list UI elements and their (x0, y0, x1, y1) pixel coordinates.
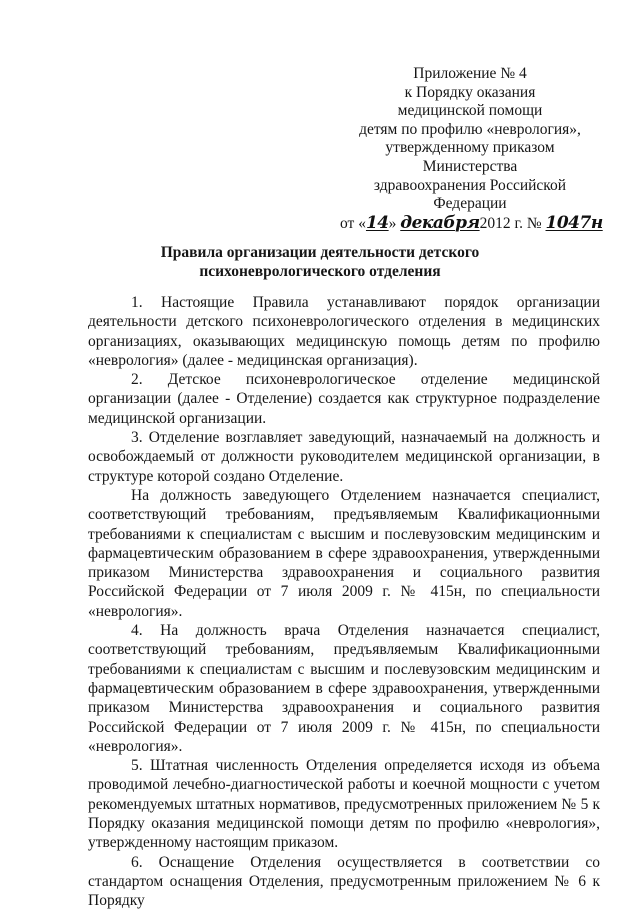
appendix-line: утвержденному приказом (385, 139, 555, 157)
document-title (90, 243, 550, 281)
paragraph-3-head-qualification: На должность заведующего Отделением назначается специалист, соответствующий требованиям, предъявляемым Квалификационными требованиями к специалистам с высшим и послевузовским медицинским и фармацевтическим образованием в сфере здравоохранения, утвержденными приказом Министерства здравоохранения и социального развития Российской Федерации от 7 июля 2009 г. № 415н, по специальности «неврология». (88, 486, 600, 620)
appendix-line: детям по профилю «неврология», (359, 120, 581, 138)
title-line: психоневрологического отделения (199, 263, 441, 280)
handwritten-day: 14 (365, 212, 389, 233)
date-middle: » (388, 214, 401, 232)
paragraph-4: 4. На должность врача Отделения назначается специалист, соответствующий требованиям, предъявляемым Квалификационными требованиями к специалистам с высшим и послевузовским медицинским и фармацевтическим образованием в сфере здравоохранения, утвержденными приказом Министерства здравоохранения и социального развития Российской Федерации от 7 июля 2009 г. № 415н, по специальности «неврология». (88, 622, 600, 755)
paragraph-2: 2. Детское психоневрологическое отделение медицинской организации (далее - Отделение) создается как структурное подразделение медицинской организации. (88, 371, 600, 427)
handwritten-order-number: 1047н (545, 212, 603, 233)
title-line: Правила организации деятельности детского (160, 244, 480, 261)
date-year: 2012 г. № (479, 214, 546, 232)
paragraph-1: 1. Настоящие Правила устанавливают порядок организации деятельности детского психоневрологического отделения в медицинских организациях, оказывающих медицинскую помощь детям по профилю «неврология» (далее - медицинская организация). (88, 294, 600, 369)
appendix-line: Министерства (422, 157, 518, 175)
document-body (88, 293, 600, 911)
appendix-line: Приложение № 4 (413, 65, 527, 82)
appendix-line: медицинской помощи (397, 102, 543, 120)
appendix-header (340, 65, 603, 233)
appendix-line: к Порядку оказания (404, 83, 536, 101)
paragraph-3: 3. Отделение возглавляет заведующий, назначаемый на должность и освобождаемый от должности руководителем медицинской организации, в структуре которой создано Отделение. (88, 429, 600, 485)
appendix-line: здравоохранения Российской (373, 176, 567, 194)
paragraph-5: 5. Штатная численность Отделения определяется исходя из объема проводимой лечебно-диагностической работы и коечной мощности с учетом рекомендуемых штатных нормативов, предусмотренных приложением № 5 к Порядку оказания медицинской помощи детям по профилю «неврология», утвержденному настоящим приказом. (88, 757, 600, 852)
appendix-line: Федерации (433, 195, 507, 213)
order-date-line (340, 212, 603, 234)
handwritten-month: декабря (400, 212, 480, 233)
paragraph-6: 6. Оснащение Отделения осуществляется в соответствии со стандартом оснащения Отделения, предусмотренным приложением № 6 к Порядку (88, 853, 600, 910)
date-prefix: от « (340, 214, 366, 232)
